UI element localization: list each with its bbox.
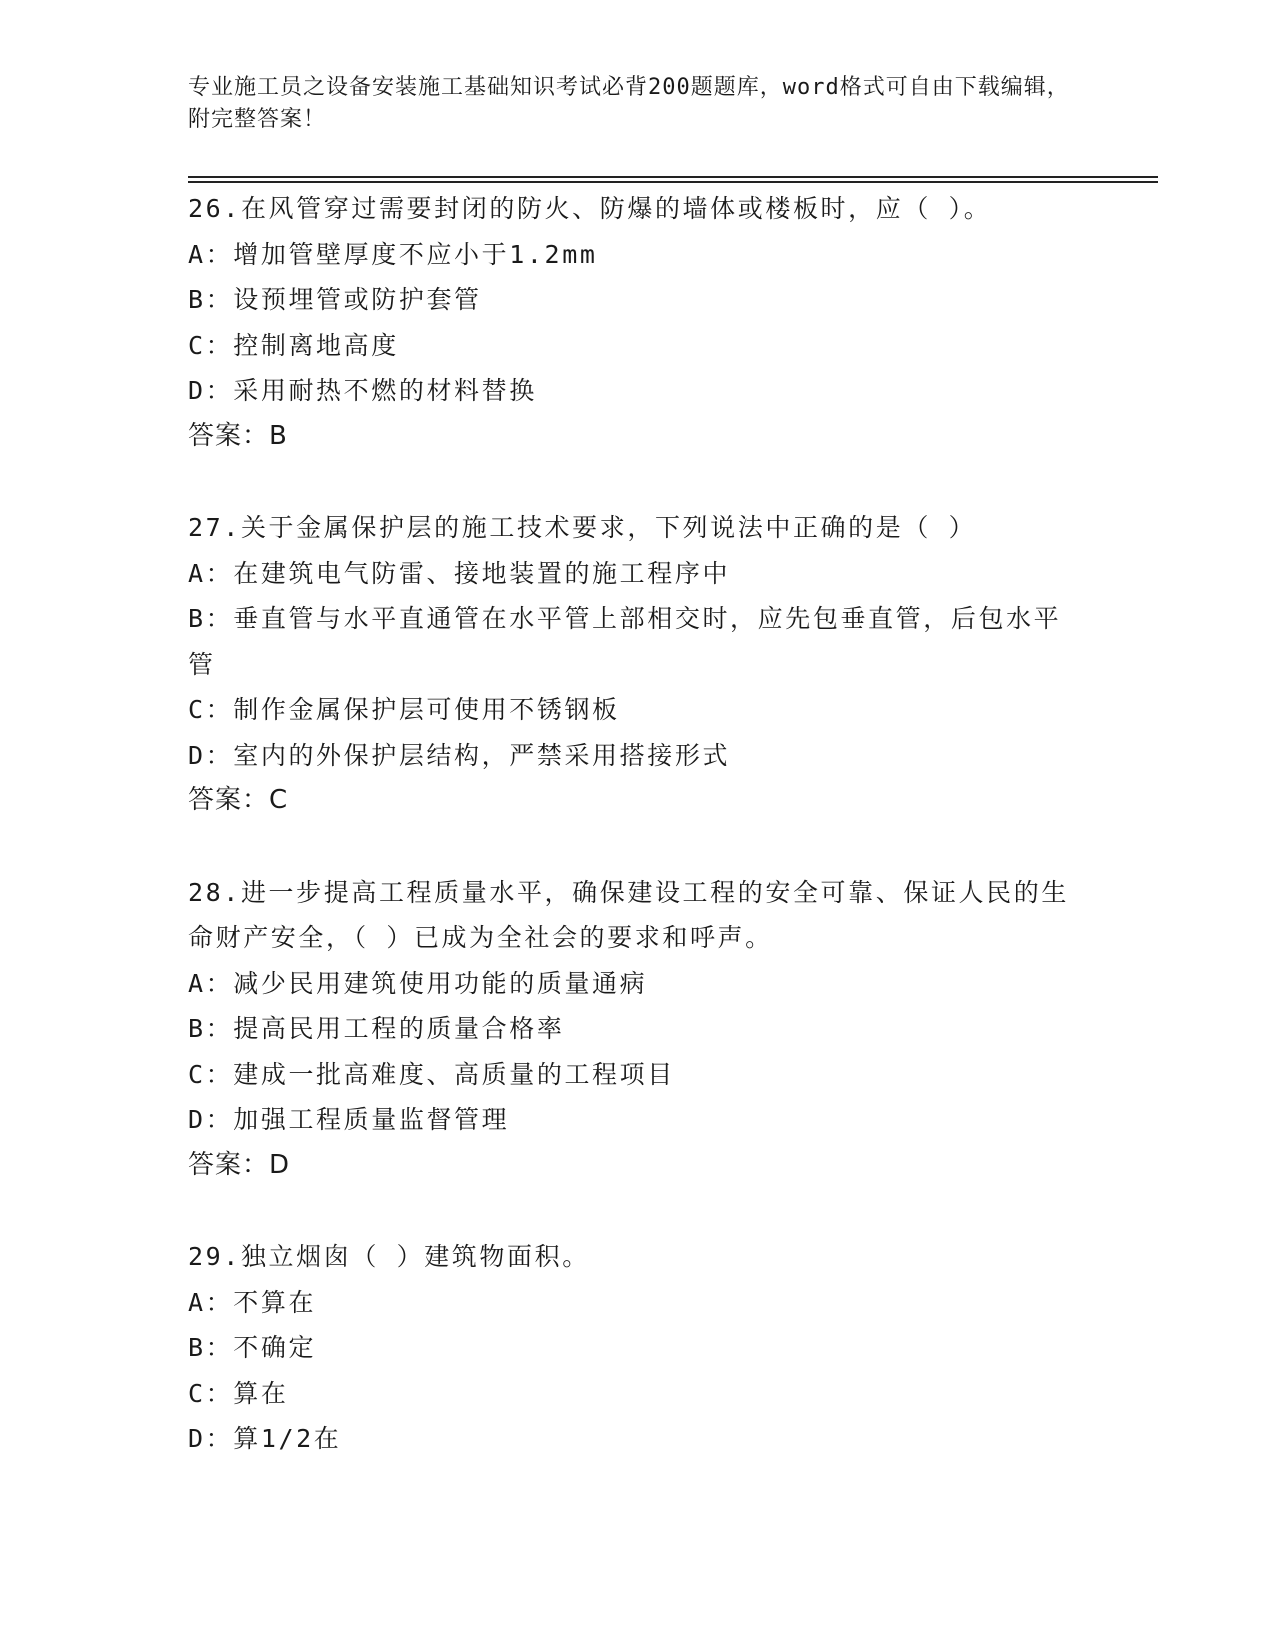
option-b: B：不确定: [188, 1333, 317, 1362]
question-list: [188, 186, 1088, 1508]
option-a: A：在建筑电气防雷、接地装置的施工程序中: [188, 558, 731, 588]
question-stem: 27.关于金属保护层的施工技术要求，下列说法中正确的是（ ）: [188, 513, 977, 542]
document-title: 专业施工员之设备安装施工基础知识考试必背200题题库，word格式可自由下载编辑，附完整答案！: [188, 75, 1070, 132]
option-d: D：采用耐热不燃的材料替换: [188, 376, 537, 405]
option-c: C：制作金属保护层可使用不锈钢板: [188, 695, 620, 724]
question-28: [188, 870, 1088, 1189]
header-divider-top: [188, 176, 1158, 178]
option-c: C：算在: [188, 1378, 289, 1408]
option-c: C：建成一批高难度、高质量的工程项目: [188, 1059, 675, 1089]
answer-label: 答案：B: [188, 420, 288, 451]
option-d: D：算1/2在: [188, 1424, 342, 1453]
option-d: D：加强工程质量监督管理: [188, 1105, 510, 1134]
option-b: B：垂直管与水平直通管在水平管上部相交时，应先包垂直管，后包水平管: [188, 604, 1062, 679]
option-b: B：提高民用工程的质量合格率: [188, 1014, 565, 1043]
option-a: A：不算在: [188, 1287, 317, 1317]
option-b: B：设预埋管或防护套管: [188, 285, 482, 314]
question-27: [188, 505, 1088, 824]
question-26: [188, 186, 1088, 459]
answer-label: 答案：D: [188, 1149, 291, 1180]
header-divider-bottom: [188, 181, 1158, 183]
question-stem: 28.进一步提高工程质量水平，确保建设工程的安全可靠、保证人民的生命财产安全，（ ）已成为全社会的要求和呼声。: [188, 877, 1069, 952]
option-c: C：控制离地高度: [188, 330, 399, 360]
question-29: [188, 1234, 1088, 1462]
answer-label: 答案：C: [188, 785, 289, 815]
option-a: A：增加管壁厚度不应小于1.2mm: [188, 239, 598, 269]
option-a: A：减少民用建筑使用功能的质量通病: [188, 968, 648, 998]
question-stem: 26.在风管穿过需要封闭的防火、防爆的墙体或楼板时，应（ ）。: [188, 194, 992, 223]
option-d: D：室内的外保护层结构，严禁采用搭接形式: [188, 740, 731, 770]
question-stem: 29.独立烟囱（ ）建筑物面积。: [188, 1242, 590, 1271]
